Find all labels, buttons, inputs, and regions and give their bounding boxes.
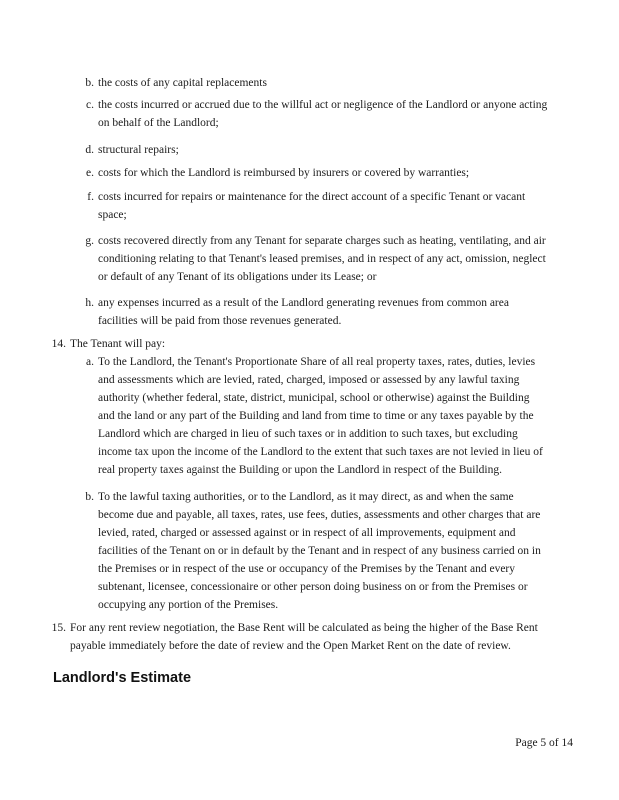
list-marker: b.	[85, 491, 94, 503]
list-item-f	[79, 188, 525, 224]
list-item-text	[94, 141, 179, 159]
text-line: subtenant, licensee, concessionaire or other person doing business on or from the Premises or	[98, 581, 528, 593]
text-line: conditioning relating to that Tenant's leased premises, and in respect of any act, omission, neglect	[98, 253, 546, 265]
list-item-d	[79, 141, 179, 159]
text-line: The Tenant will pay:	[70, 338, 166, 350]
text-line: authority (whether federal, state, district, municipal, school or otherwise) against the Building	[98, 392, 530, 404]
clause-14-item-a	[79, 353, 543, 479]
list-item-b	[79, 74, 267, 92]
clause-text	[66, 335, 165, 353]
list-item-text	[94, 74, 267, 92]
section-heading: Landlord's Estimate	[53, 670, 192, 686]
text-line: For any rent review negotiation, the Base Rent will be calculated as being the higher of the Base Rent	[70, 622, 538, 634]
text-line: become due and payable, all taxes, rates, use fees, duties, assessments and other charges that are	[98, 509, 541, 521]
text-line: and the land or any part of the Building and land from time to time or any taxes payable by the	[98, 410, 534, 422]
list-marker: c.	[86, 99, 94, 111]
list-marker: d.	[85, 144, 94, 156]
list-marker: h.	[85, 297, 94, 309]
text-line: income tax upon the income of the Landlord to the extent that such taxes are not levied in lieu of	[98, 446, 543, 458]
text-line: payable immediately before the date of review and the Open Market Rent on the date of review.	[70, 640, 511, 652]
text-line: on behalf of the Landlord;	[98, 117, 219, 129]
list-item-c	[79, 96, 547, 132]
text-line: the costs of any capital replacements	[98, 77, 267, 89]
clause-14-item-b	[79, 488, 541, 614]
text-line: facilities of the Tenant on or in default by the Tenant and in respect of any business carried on in	[98, 545, 541, 557]
text-line: Landlord which are charged in lieu of such taxes or in addition to such taxes, but excluding	[98, 428, 518, 440]
text-line: To the Landlord, the Tenant's Proportionate Share of all real property taxes, rates, duties, levies	[98, 356, 536, 368]
list-marker: a.	[86, 356, 94, 368]
list-item-g	[79, 232, 546, 286]
list-marker: b.	[85, 77, 94, 89]
text-line: any expenses incurred as a result of the Landlord generating revenues from common area	[98, 297, 509, 309]
text-line: levied, rated, charged or assessed against or in respect of all improvements, equipment and	[98, 527, 516, 539]
text-line: the Premises or in respect of the use or occupancy of the Premises by the Tenant and every	[98, 563, 516, 575]
clause-number: 14.	[51, 338, 66, 350]
list-item-text	[94, 96, 547, 132]
list-item-e	[79, 164, 469, 182]
clause-15	[48, 619, 538, 655]
page-number: Page 5 of 14	[515, 737, 573, 749]
list-item-h	[79, 294, 509, 330]
list-item-text	[94, 353, 543, 479]
list-item-text	[94, 294, 509, 330]
list-marker: e.	[86, 167, 94, 179]
list-item-text	[94, 188, 525, 224]
text-line: occupying any portion of the Premises.	[98, 599, 279, 611]
text-line: or default of any Tenant of its obligations under its Lease; or	[98, 271, 377, 283]
list-item-text	[94, 164, 469, 182]
text-line: real property taxes against the Building or upon the Landlord in respect of the Building.	[98, 464, 502, 476]
list-item-text	[94, 232, 546, 286]
text-line: space;	[98, 209, 127, 221]
clause-text	[66, 619, 538, 655]
text-line: costs incurred for repairs or maintenance for the direct account of a specific Tenant or vacant	[98, 191, 526, 203]
list-item-text	[94, 488, 541, 614]
text-line: costs recovered directly from any Tenant for separate charges such as heating, ventilating, and air	[98, 235, 546, 247]
text-line: facilities will be paid from those revenues generated.	[98, 315, 342, 327]
text-line: costs for which the Landlord is reimbursed by insurers or covered by warranties;	[98, 167, 470, 179]
list-marker: f.	[87, 191, 94, 203]
text-line: the costs incurred or accrued due to the willful act or negligence of the Landlord or anyone acting	[98, 99, 548, 111]
clause-14	[48, 335, 165, 353]
text-line: structural repairs;	[98, 144, 179, 156]
clause-number: 15.	[51, 622, 66, 634]
list-marker: g.	[85, 235, 94, 247]
text-line: To the lawful taxing authorities, or to the Landlord, as it may direct, as and when the same	[98, 491, 514, 503]
text-line: and assessments which are levied, rated, charged, imposed or assessed by any lawful taxing	[98, 374, 520, 386]
